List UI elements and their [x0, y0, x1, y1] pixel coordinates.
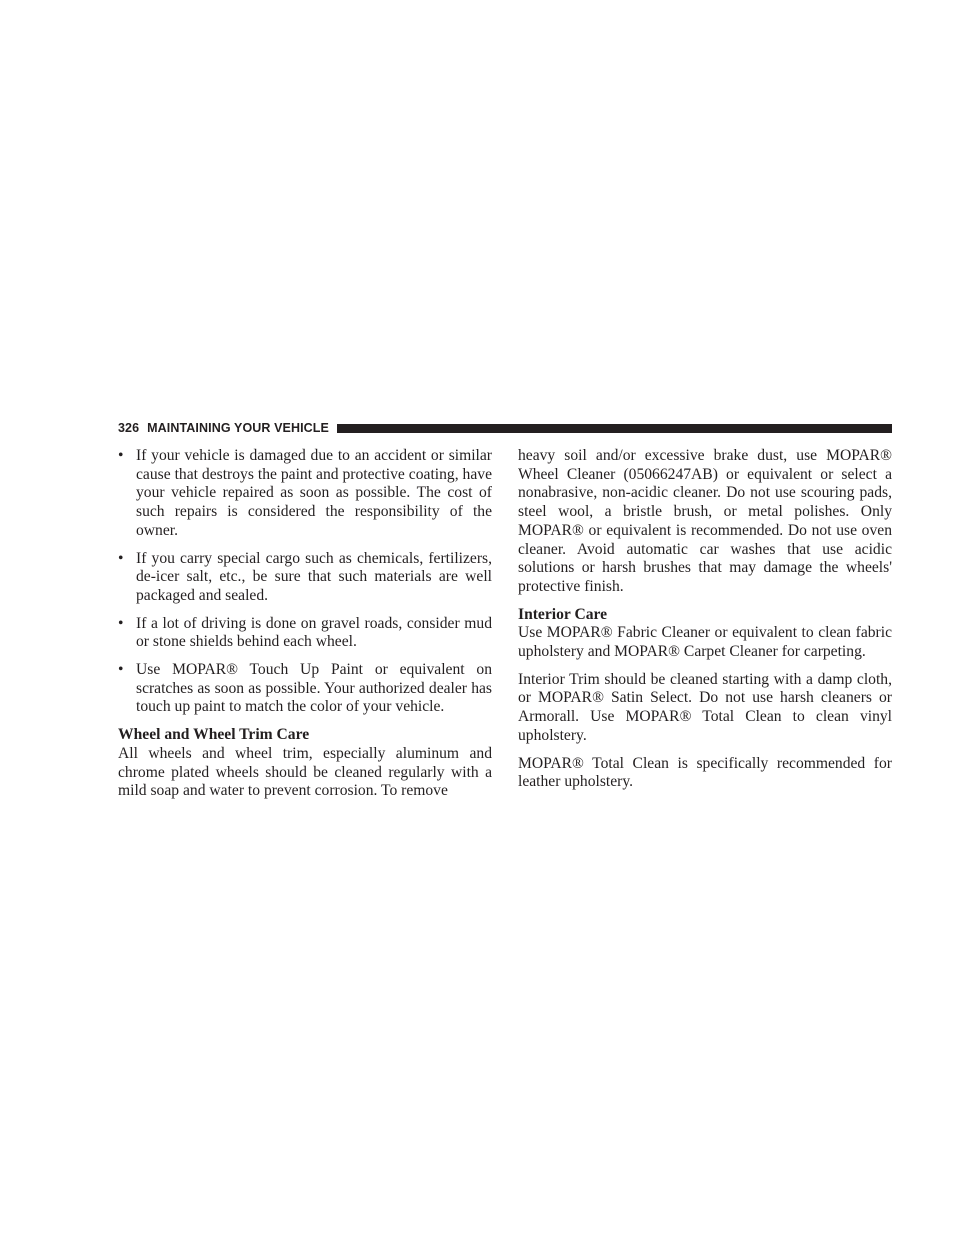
- page-number: 326: [118, 421, 140, 435]
- interior-care-paragraph-trim: Interior Trim should be cleaned starting with a damp cloth, or MOPAR® Satin Select. Do not use harsh cleaners or Armorall. Use MOPAR® Total Clean to clean vinyl upholstery.: [518, 670, 892, 744]
- bullet-text: If you carry special cargo such as chemicals, fertilizers, de-icer salt, etc., be sure that such materials are well packaged and sealed.: [136, 549, 492, 604]
- interior-care-paragraph-leather: MOPAR® Total Clean is specifically recommended for leather upholstery.: [518, 754, 892, 791]
- bullet-icon: •: [118, 614, 124, 632]
- bullet-text: If your vehicle is damaged due to an accident or similar cause that destroys the paint and protective coating, have your vehicle repaired as soon as possible. The cost of such repairs is considered the responsibility of the owner.: [136, 447, 492, 539]
- page-header: [118, 418, 892, 438]
- bullet-text: If a lot of driving is done on gravel roads, consider mud or stone shields behind each wheel.: [136, 614, 492, 651]
- list-item: [118, 661, 492, 717]
- header-rule-bar: [337, 424, 892, 433]
- wheel-care-heading: Wheel and Wheel Trim Care: [118, 726, 310, 744]
- wheel-care-paragraph: All wheels and wheel trim, especially aluminum and chrome plated wheels should be cleaned regularly with a mild soap and water to prevent corrosion. To remove: [118, 744, 492, 800]
- right-column: [518, 447, 892, 801]
- left-column: [118, 447, 492, 801]
- interior-care-paragraph-fabric: Use MOPAR® Fabric Cleaner or equivalent to clean fabric upholstery and MOPAR® Carpet Cleaner for carpeting.: [518, 624, 892, 661]
- bullet-list: [118, 447, 492, 717]
- bullet-icon: •: [118, 661, 124, 679]
- bullet-icon: •: [118, 549, 124, 567]
- list-item: [118, 447, 492, 541]
- interior-care-heading: Interior Care: [518, 605, 608, 623]
- section-title: MAINTAINING YOUR VEHICLE: [147, 421, 329, 435]
- wheel-care-paragraph-continued: heavy soil and/or excessive brake dust, use MOPAR® Wheel Cleaner (05066247AB) or equivalent or select a nonabrasive, non-acidic cleaner. Do not use scouring pads, steel wool, a bristle brush, or metal polishes. Only MOPAR® or equivalent is recommended. Do not use oven cleaner. Avoid automatic car washes that use acidic solutions or harsh brushes that may damage the wheels' protective finish.: [518, 447, 892, 595]
- list-item: [118, 615, 492, 652]
- bullet-text: Use MOPAR® Touch Up Paint or equivalent on scratches as soon as possible. Your authorized dealer has touch up paint to match the color of your vehicle.: [136, 661, 492, 716]
- list-item: [118, 550, 492, 606]
- bullet-icon: •: [118, 447, 124, 464]
